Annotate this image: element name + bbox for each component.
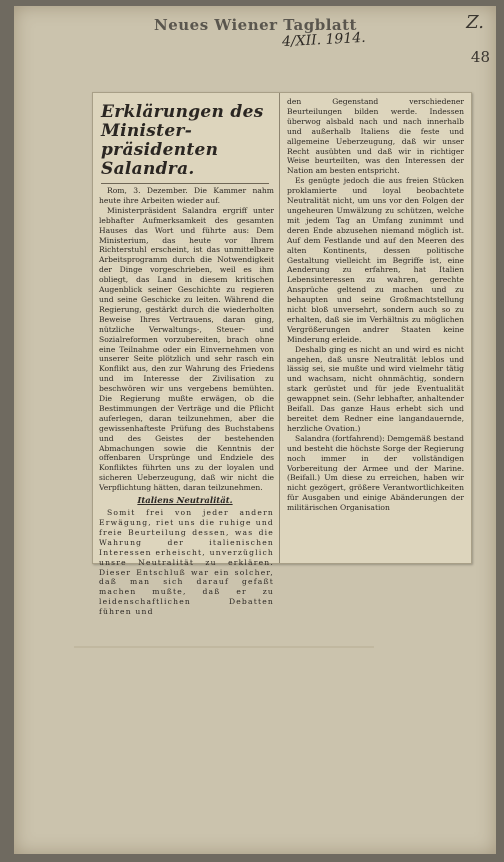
article-paragraph: Rom, 3. Dezember. Die Kammer nahm heute ihre Arbeiten wieder auf. <box>99 186 274 205</box>
article-column-right <box>281 93 467 563</box>
page-number: 48 <box>470 48 490 66</box>
title-rule <box>101 183 269 184</box>
archive-sheet <box>14 6 496 854</box>
article-paragraph: Es genügte jedoch die aus freien Stücken proklamierte und loyal beobachtete Neutralität nicht, um uns vor den Folgen der ungeheuren Umwälzung zu schützen, welche mit jedem Tag an Umfang zunimmt und deren Ende abzusehen niemand möglich ist. Auf dem Festlande und auf den Meeren des alten Kontinents, dessen politische Gestaltung vielleicht im Begriffe ist, eine Aenderung zu erfahren, hat Italien Lebensinteressen zu wahren, gerechte Ansprüche geltend zu machen und zu behaupten und seine Großmachtstellung nicht bloß unversehrt, sondern auch so zu erhalten, daß sie im Verhältnis zu möglichen Vergrößerungen andrer Staaten keine Minderung erleide. <box>287 176 464 344</box>
article-column-left <box>93 93 277 617</box>
article-paragraph: Salandra (fortfahrend): Demgemäß bestand und besteht die höchste Sorge der Regierung noch immer in der vollständigen Vorbereitung der Armee und der Marine. (Beifall.) Um diese zu erreichen, haben wir nicht gezögert, größere Verantwortlichkeiten für Ausgaben und einige Abänderungen der militärischen Organisation <box>287 433 465 513</box>
article-paragraph: Ministerpräsident Salandra ergriff unter lebhafter Aufmerksamkeit des gesamten Hauses das Wort und führte aus: Dem Ministerium, das heute vor Ihrem Richterstuhl erscheint, ist das unmittelbare Arbeitsprogramm durch die Notwendigkeit der Dinge vorgeschrieben, weil es ihm obliegt, das Land in diesem kritischen Augenblick seiner Geschichte zu regieren und seine Geschicke zu leiten. Während die Regierung, gestärkt durch die wiederholten Beweise Ihres Vertrauens, daran ging, nützliche Verwaltungs-, Steuer- und Sozialreformen vorzubereiten, brach ohne eine Teilnahme oder ein Einvernehmen von unserer Seite plötzlich und sehr rasch ein Konflikt aus, den zur Wahrung des Friedens und im Interesse der Zivilisation zu beschwören wir uns vergebens bemühten. Die Regierung mußte erwägen, ob die Bestimmungen der Verträge und die Pflicht auferlegen, daran teilzunehmen, aber die gewissenhafteste Prüfung des Buchstabens und des Geistes der bestehenden Abmachungen sowie die Kenntnis der offenbaren Ursprünge und Endziele des Konfliktes führten uns zu der loyalen und sicheren Ueberzeugung, daß wir nicht die Verpflichtung hätten, daran teilzunehmen. <box>99 205 274 493</box>
article-subheading: Italiens Neutralität. <box>137 496 233 507</box>
sheet-header <box>14 12 496 51</box>
newspaper-name: Neues Wiener Tagblatt <box>154 16 357 34</box>
article-paragraph: Deshalb ging es nicht an und wird es nicht angehen, daß unsre Neutralität leblos und lässig sei, sie mußte und wird vielmehr tätig und wachsam, nicht ohnmächtig, sondern stark gerüstet und für jede Eventualität gewappnet sein. (Sehr lebhafter, anhaltender Beifall. Das ganze Haus erhebt sich und bereitet dem Redner eine langandauernde, herzliche Ovation.) <box>287 344 464 433</box>
article-paragraph: Somit frei von jeder andern Erwägung, riet uns die ruhige und freie Beurteilung dessen, was die Wahrung der italienischen Interessen erheischt, unverzüglich unsre Neutralität zu erklären. Dieser Entschluß war ein solcher, daß man sich darauf gefaßt machen mußte, daß er zu leidenschaftlichen Debatten führen und <box>99 508 274 617</box>
article-title: Erklärungen des Minister-präsidenten Salandra. <box>101 102 264 179</box>
corner-mark: Z. <box>466 12 484 33</box>
article-paragraph: den Gegenstand verschiedener Beurteilungen bilden werde. Indessen überwog alsbald nach und nach innerhalb und außerhalb Italiens die feste und allgemeine Ueberzeugung, daß wir unser Recht ausübten und daß wir in richtiger Weise beurteilten, was den Interessen der Nation am besten entspricht. <box>287 97 464 176</box>
paper-stain <box>74 646 374 648</box>
handwritten-date: 4/XII. 1914. <box>281 29 367 51</box>
newspaper-clipping <box>92 92 472 617</box>
column-divider <box>279 93 280 563</box>
